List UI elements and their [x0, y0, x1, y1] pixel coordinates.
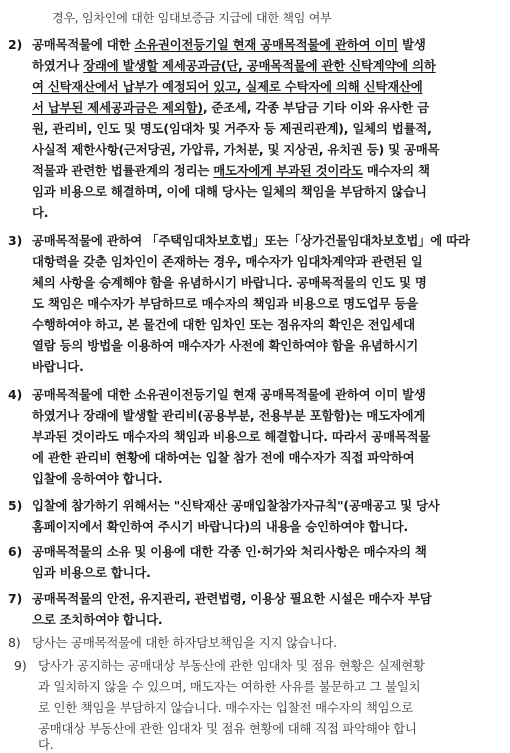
- item-line: 과 일치하지 않을 수 있으며, 매도자는 여하한 사유를 불문하고 그 불일치: [38, 679, 421, 694]
- item-line: 임과 비용으로 합니다.: [32, 565, 151, 580]
- item-line: 다.: [38, 737, 54, 752]
- item-number: 5): [8, 498, 23, 513]
- item-line: 공매목적물에 대한 소유권이전등기일 현재 공매목적물에 관하여 이미 발생: [32, 37, 426, 52]
- item-line: 입찰에 응하여야 합니다.: [32, 471, 163, 486]
- item-line: 공매대상 부동산에 관한 임대차 및 점유 현황에 대해 직접 파악해야 합니: [38, 721, 417, 736]
- item-line: 임과 비용으로 해결하며, 이에 대해 당사는 일체의 책임을 부담하지 않습니: [32, 184, 427, 199]
- item-number: 7): [8, 591, 23, 606]
- item-line: 홈페이지에서 확인하여 주시기 바랍니다)의 내용을 승인하여야 합니다.: [32, 519, 408, 534]
- item-line: 으로 조치하여야 합니다.: [32, 612, 163, 627]
- item-line: 공매목적물에 대한 소유권이전등기일 현재 공매목적물에 관하여 이미 발생: [32, 387, 426, 402]
- item-number: 2): [8, 37, 23, 52]
- item-line: 공매목적물에 관하여 「주택임대차보호법」또는「상가건물임대차보호법」에 따라: [32, 233, 470, 248]
- item-line: 대항력을 갖춘 임차인이 존재하는 경우, 매수자가 임대차계약과 관련된 일: [32, 254, 423, 269]
- item-line: 서 납부된 제세공과금은 제외함), 준조세, 각종 부담금 기타 이와 유사한 금: [32, 100, 429, 115]
- item-line: 입찰에 참가하기 위해서는 "신탁재산 공매입찰참가자규칙"(공매공고 및 당사: [32, 498, 440, 513]
- item-number: 3): [8, 233, 23, 248]
- item-line: 공매목적물의 소유 및 이용에 대한 각종 인·허가와 처리사항은 매수자의 책: [32, 544, 427, 559]
- item-line: 부과된 것이라도 매수자의 책임과 비용으로 해결합니다. 따라서 공매목적물: [32, 429, 431, 444]
- item-line: 도 책임은 매수자가 부담하므로 매수자의 책임과 비용으로 명도업무 등을: [32, 296, 418, 311]
- intro-line: 경우, 임차인에 대한 임대보증금 지급에 대한 책임 여부: [52, 11, 332, 25]
- item-line: 에 관한 관리비 현황에 대하여는 입찰 참가 전에 매수자가 직접 파악하여: [32, 450, 415, 465]
- item-line: 하였거나 장래에 발생할 관리비(공용부분, 전용부분 포함함)는 매도자에게: [32, 408, 426, 423]
- item-line: 여 신탁재산에서 납부가 예정되어 있고, 실제로 수탁자에 의해 신탁재산에: [32, 79, 423, 94]
- item-line: 다.: [32, 205, 49, 220]
- item-number: 8): [8, 635, 21, 650]
- item-line: 체의 사항을 승계해야 함을 유념하시기 바랍니다. 공매목적물의 인도 및 명: [32, 275, 427, 290]
- item-number: 9): [14, 658, 27, 673]
- item-line: 당사는 공매목적물에 대한 하자담보책임을 지지 않습니다.: [32, 635, 337, 650]
- item-line: 수행하여야 하고, 본 물건에 대한 임차인 또는 점유자의 확인은 전입세대: [32, 317, 415, 332]
- item-line: 로 인한 책임을 부담하지 않습니다. 매수자는 입찰전 매수자의 책임으로: [38, 700, 413, 715]
- item-line: 당사가 공지하는 공매대상 부동산에 관한 임대차 및 점유 현황은 실제현황: [38, 658, 425, 673]
- item-line: 바랍니다.: [32, 359, 84, 374]
- item-number: 6): [8, 544, 23, 559]
- item-line: 적물과 관련한 법률관계의 정리는 매도자에게 부과된 것이라도 매수자의 책: [32, 163, 430, 178]
- item-line: 하였거나 장래에 발생할 제세공과금(단, 공매목적물에 관한 신탁계약에 의하: [32, 58, 436, 73]
- item-line: 사실적 제한사항(근저당권, 가압류, 가처분, 및 지상권, 유치권 등) 및 공매목: [32, 142, 440, 157]
- item-line: 열람 등의 방법을 이용하여 매수자가 사전에 확인하여야 함을 유념하시기: [32, 338, 418, 353]
- item-line: 원, 관리비, 인도 및 명도(임대차 및 거주자 등 제권리관계), 일체의 법률적,: [32, 121, 432, 136]
- item-line: 공매목적물의 안전, 유지관리, 관련법령, 이용상 필요한 시설은 매수자 부담: [32, 591, 432, 606]
- item-number: 4): [8, 387, 23, 402]
